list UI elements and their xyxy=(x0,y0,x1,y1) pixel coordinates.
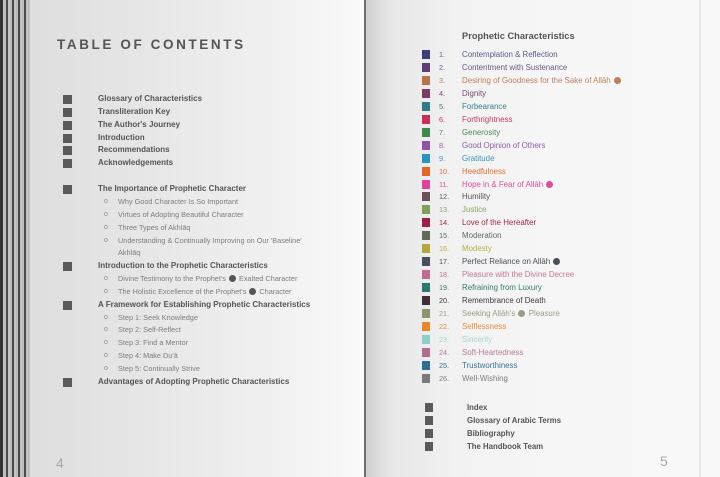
item-number: 21. xyxy=(439,309,450,318)
honorific-icon xyxy=(546,181,553,188)
item-label: Refraining from Luxury xyxy=(462,283,542,293)
item-label: Hope in & Fear of Allāh xyxy=(462,178,554,191)
item-number: 6. xyxy=(439,114,446,124)
circle-bullet-icon: o xyxy=(104,288,108,295)
color-swatch-icon xyxy=(422,115,430,124)
circle-bullet-icon: o xyxy=(104,237,108,244)
item-label: Sincerity xyxy=(462,334,493,344)
item-number: 14. xyxy=(439,218,450,228)
item-label: Justice xyxy=(462,205,487,215)
square-bullet-icon xyxy=(63,95,72,104)
square-bullet-icon xyxy=(63,159,72,168)
item-number: 5. xyxy=(439,101,446,111)
item-number: 25. xyxy=(439,360,450,370)
color-swatch-icon xyxy=(422,50,430,59)
color-swatch-icon xyxy=(422,257,430,266)
honorific-icon xyxy=(614,77,621,84)
item-number: 15. xyxy=(439,231,450,241)
square-bullet-icon xyxy=(63,301,72,310)
circle-bullet-icon: o xyxy=(104,339,108,346)
color-swatch-icon xyxy=(422,102,430,111)
item-number: 20. xyxy=(439,296,450,306)
item-label: Gratitude xyxy=(462,153,495,163)
item-label: Forthrightness xyxy=(462,114,513,124)
item-label: Desiring of Goodness for the Sake of Allāh xyxy=(462,74,622,87)
color-swatch-icon xyxy=(422,141,430,150)
item-number: 24. xyxy=(439,347,450,357)
square-bullet-icon xyxy=(63,378,72,387)
item-number: 19. xyxy=(439,283,450,293)
circle-bullet-icon: o xyxy=(104,365,108,372)
item-number: 26. xyxy=(439,373,450,383)
right-page-edge xyxy=(699,0,701,477)
color-swatch-icon xyxy=(422,128,430,137)
square-bullet-icon xyxy=(63,146,72,155)
item-label: Contemplation & Reflection xyxy=(462,50,558,59)
item-label: Perfect Reliance on Allāh xyxy=(462,255,561,268)
item-number: 22. xyxy=(439,321,450,331)
characteristics-heading: Prophetic Characteristics xyxy=(462,31,575,41)
item-label: Contentment with Sustenance xyxy=(462,62,568,72)
item-label: Soft-Heartedness xyxy=(462,347,524,357)
item-label: Well-Wishing xyxy=(462,373,508,383)
open-book: TABLE OF CONTENTS Glossary of Characteristics Transliteration Key The Author's Journey Introduction Recommendations Acknowledgements The Importance of Prophetic Character o Why Good Character Is So Important o Virtues of Adopting Beautiful Character o Three Types of Akhlāq o Understanding & Continually Improving on Our 'Baseline' Akhlāq Introduction to the Prophetic Characteristics o Divine Testimony to the Prophet's Exalted Character o The Holistic Excellence of the Prophet's Character A Framework for Establishing Prophetic Characteristics o Step 1: Seek Knowledge o Step 2: Self-Reflect o Step 3: Find a Mentor o Step 4: Make Du'ā o Step 5: Continually Strive Advantages of Adopting Prophetic Characteristics 4 Prophetic Characteristics 1. Contemplation & Reflection 2. Contentment with Sustenance 3. Desiring of Goodness for the Sake of Allāh 4. Dignity 5. Forbearance 6. Forthrightness 7. Generosity 8. Good Opinion of Others 9. Gratitude 10. Heedfulness 11. Hope in & Fear of Allāh 12. Humility 13. Justice 14. Love of the Hereafter 15. Moderation 16. Modesty 17. Perfect Reliance on Allāh 18. Pleasure with the Divine Decree 19. Refraining from Luxury 20. Remembrance of Death 21. Seeking Allāh's Pleasure 22. Selflessness 23. Sincerity 24. Soft-Heartedness 25. Trustworthiness 26. Well-Wishing Index Glossary of Arabic Terms Bibliography The Handbook Team 5 xyxy=(0,0,720,477)
item-label: Seeking Allāh's Pleasure xyxy=(462,309,560,318)
color-swatch-icon xyxy=(422,231,430,240)
color-swatch-icon xyxy=(422,270,430,279)
item-label: Modesty xyxy=(462,244,492,254)
item-number: 12. xyxy=(439,192,450,202)
square-bullet-icon xyxy=(425,442,433,451)
honorific-icon xyxy=(518,310,525,317)
item-number: 7. xyxy=(439,127,446,137)
color-swatch-icon xyxy=(422,76,430,85)
page-number-right: 5 xyxy=(660,453,668,469)
item-number: 4. xyxy=(439,88,446,98)
item-number: 18. xyxy=(439,270,450,280)
color-swatch-icon xyxy=(422,180,430,189)
circle-bullet-icon: o xyxy=(104,326,108,333)
item-label: Forbearance xyxy=(462,101,507,111)
color-swatch-icon xyxy=(422,361,430,370)
item-number: 16. xyxy=(439,244,450,254)
circle-bullet-icon: o xyxy=(104,211,108,218)
toc-title: TABLE OF CONTENTS xyxy=(57,37,246,52)
item-number: 17. xyxy=(439,257,450,267)
circle-bullet-icon: o xyxy=(104,275,108,282)
item-label: Remembrance of Death xyxy=(462,296,546,306)
color-swatch-icon xyxy=(422,205,430,214)
item-label: Generosity xyxy=(462,127,501,137)
color-swatch-icon xyxy=(422,335,430,344)
item-number: 2. xyxy=(439,62,446,72)
page-number-left: 4 xyxy=(56,455,64,471)
circle-bullet-icon: o xyxy=(104,224,108,231)
square-bullet-icon xyxy=(63,134,72,143)
color-swatch-icon xyxy=(422,296,430,305)
color-swatch-icon xyxy=(422,244,430,253)
color-swatch-icon xyxy=(422,89,430,98)
item-number: 3. xyxy=(439,75,446,85)
square-bullet-icon xyxy=(425,403,433,412)
color-swatch-icon xyxy=(422,283,430,292)
item-number: 1. xyxy=(439,50,446,59)
item-label: Good Opinion of Others xyxy=(462,140,546,150)
item-label: Trustworthiness xyxy=(462,360,518,370)
item-number: 9. xyxy=(439,153,446,163)
color-swatch-icon xyxy=(422,374,430,383)
item-label: Heedfulness xyxy=(462,166,506,176)
item-label: Love of the Hereafter xyxy=(462,218,537,228)
page-edges xyxy=(0,0,32,477)
item-number: 11. xyxy=(439,179,449,189)
item-number: 8. xyxy=(439,140,446,150)
honorific-icon xyxy=(249,288,256,295)
circle-bullet-icon: o xyxy=(104,352,108,359)
color-swatch-icon xyxy=(422,63,430,72)
square-bullet-icon xyxy=(425,416,433,425)
honorific-icon xyxy=(229,275,236,282)
square-bullet-icon xyxy=(63,108,72,117)
item-label: Humility xyxy=(462,192,491,202)
square-bullet-icon xyxy=(425,429,433,438)
color-swatch-icon xyxy=(422,167,430,176)
item-number: 10. xyxy=(439,166,450,176)
circle-bullet-icon: o xyxy=(104,198,108,205)
item-label: Dignity xyxy=(462,88,487,98)
item-label: Moderation xyxy=(462,231,502,241)
item-label: Pleasure with the Divine Decree xyxy=(462,270,575,280)
square-bullet-icon xyxy=(63,262,72,271)
item-number: 23. xyxy=(439,334,450,344)
honorific-icon xyxy=(553,258,560,265)
color-swatch-icon xyxy=(422,309,430,318)
color-swatch-icon xyxy=(422,348,430,357)
color-swatch-icon xyxy=(422,192,430,201)
color-swatch-icon xyxy=(422,218,430,227)
square-bullet-icon xyxy=(63,185,72,194)
item-number: 13. xyxy=(439,205,450,215)
item-label: Selflessness xyxy=(462,321,507,331)
color-swatch-icon xyxy=(422,322,430,331)
square-bullet-icon xyxy=(63,121,72,130)
circle-bullet-icon: o xyxy=(104,314,108,321)
color-swatch-icon xyxy=(422,154,430,163)
